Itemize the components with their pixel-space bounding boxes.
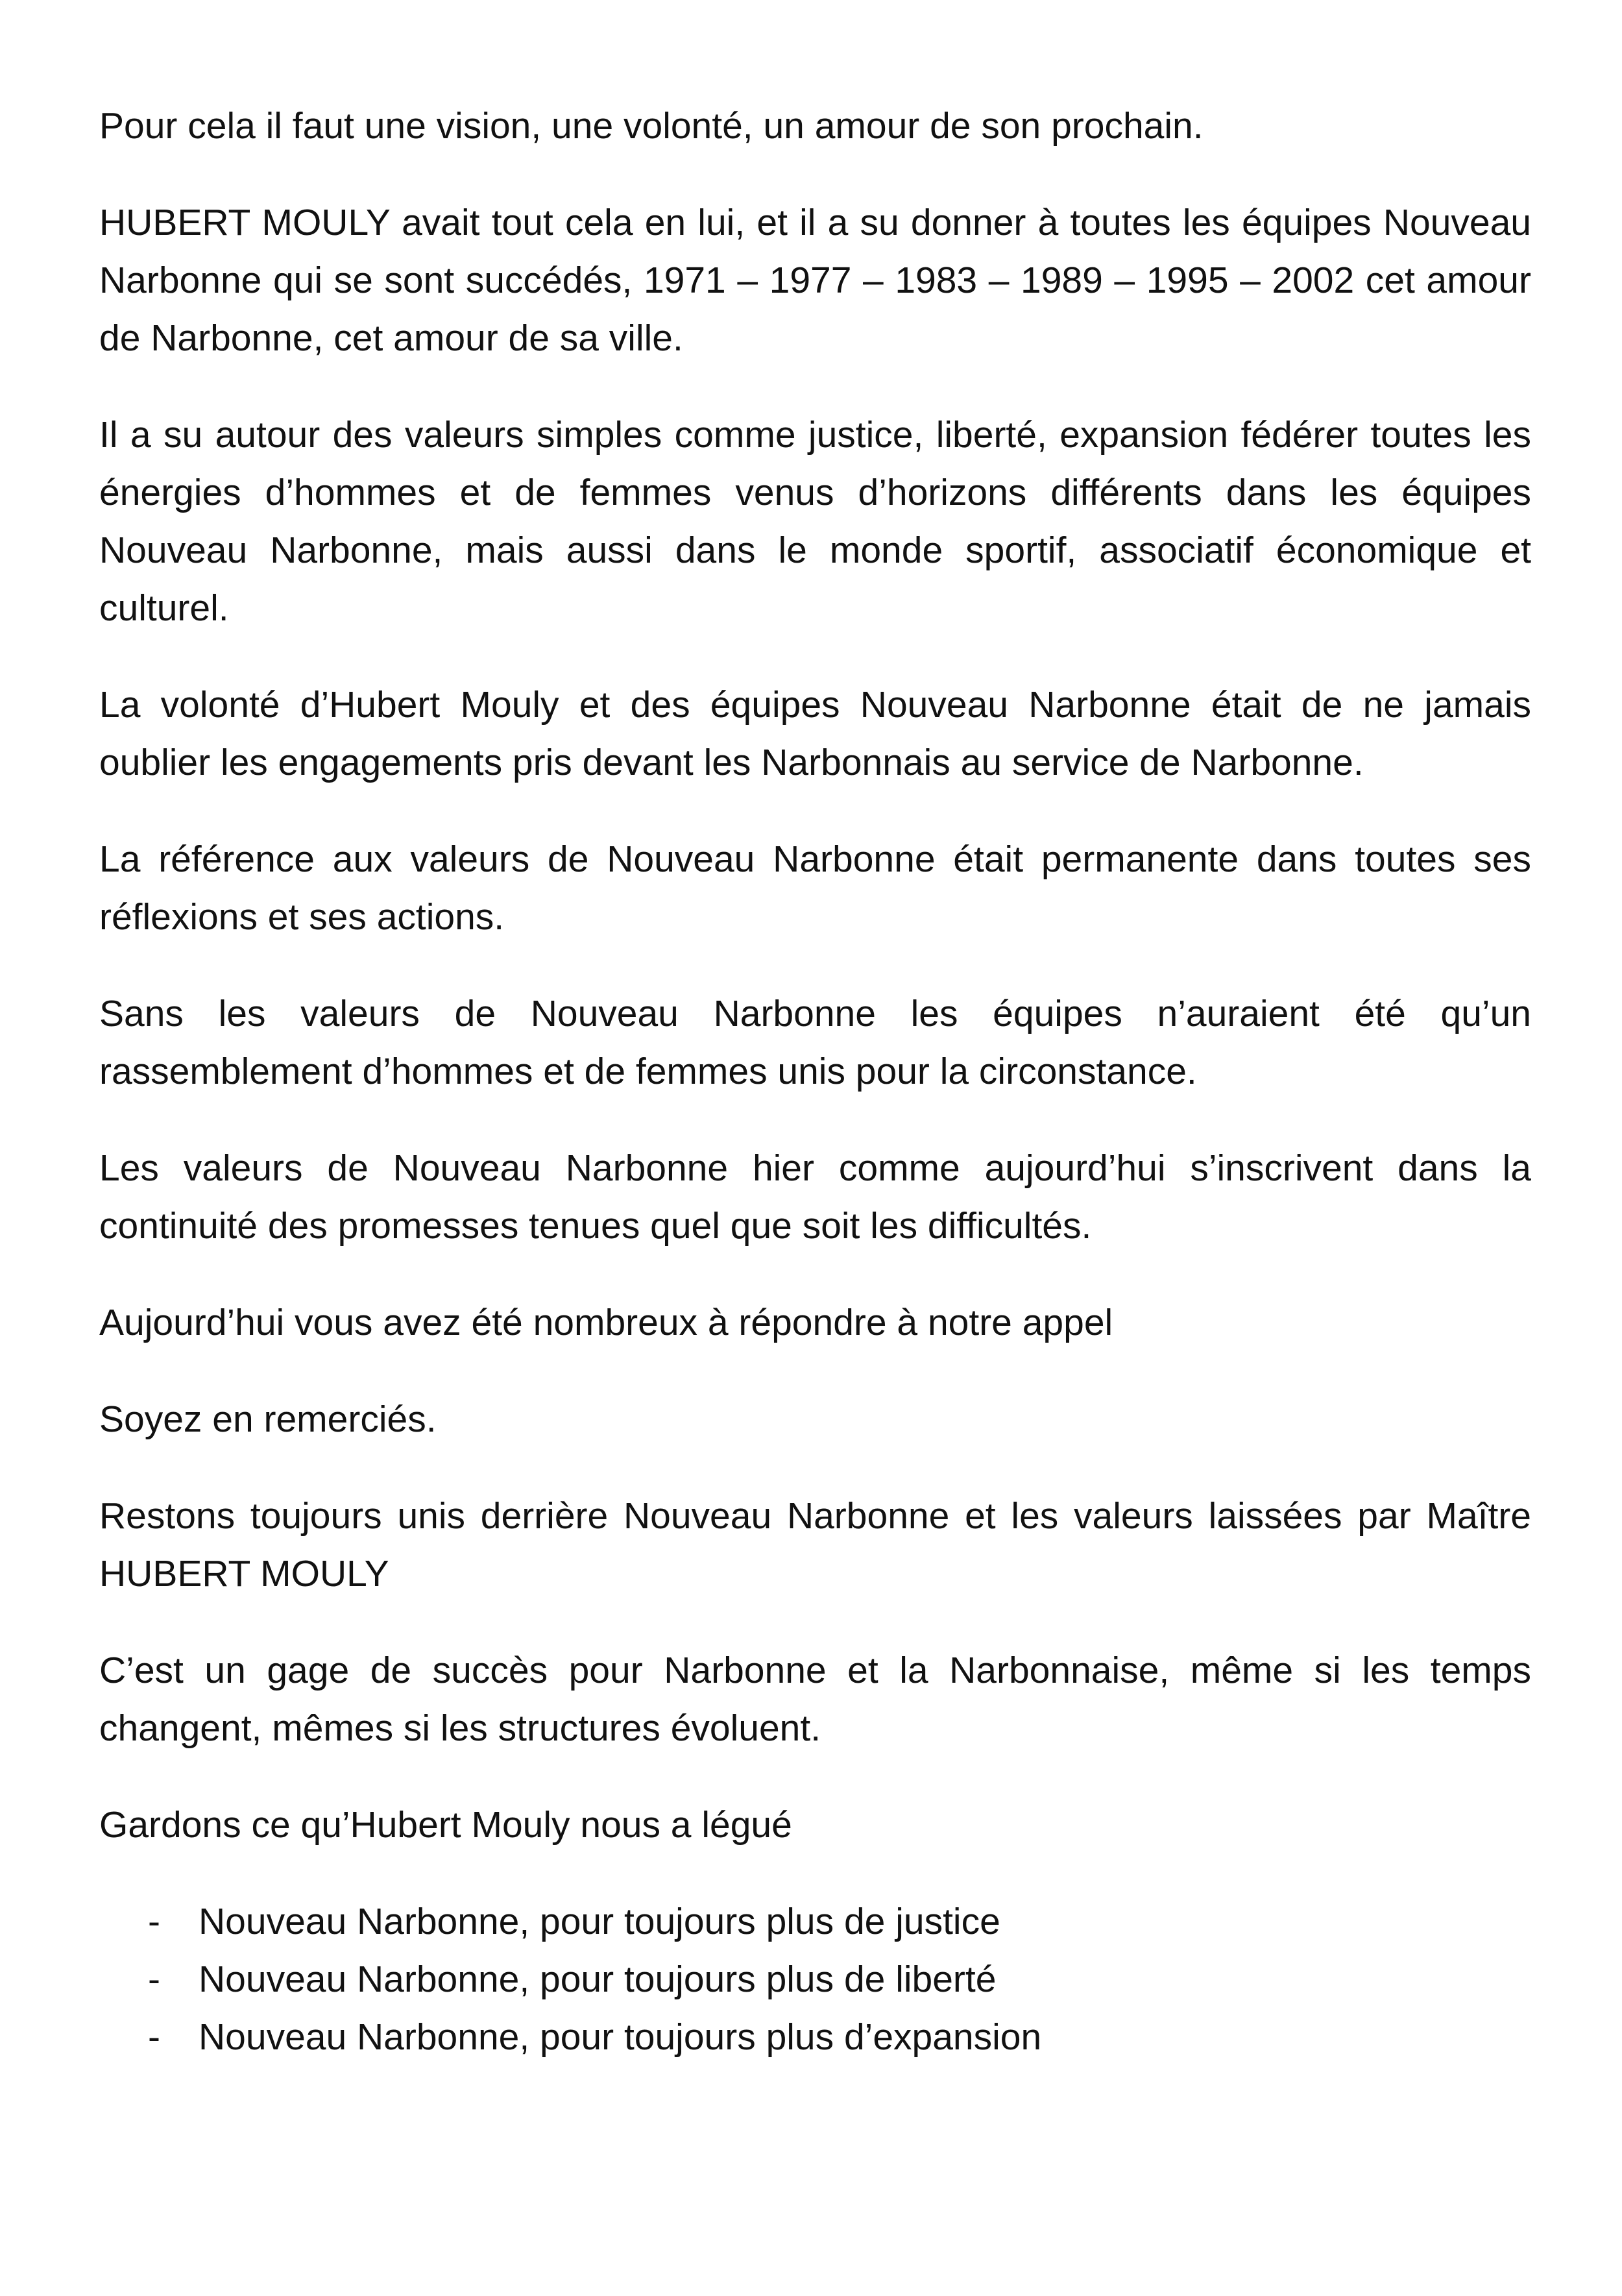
paragraph: Gardons ce qu’Hubert Mouly nous a légué: [99, 1804, 792, 1846]
document-body: [99, 97, 1531, 2066]
paragraph: Soyez en remerciés.: [99, 1398, 437, 1440]
paragraph: Les valeurs de Nouveau Narbonne hier comme aujourd’hui s’inscrivent dans la continuité des promesses tenues quel que soit les difficultés.: [99, 1147, 1531, 1247]
bullet-list: [99, 1893, 1531, 2066]
bullet-marker: -: [148, 1959, 160, 2000]
list-item: [99, 2009, 1531, 2066]
bullet-marker: -: [148, 2016, 160, 2058]
list-item: [99, 1951, 1531, 2009]
paragraph: Il a su autour des valeurs simples comme justice, liberté, expansion fédérer toutes les énergies d’hommes et de femmes venus d’horizons différents dans les équipes Nouveau Narbonne, mais aussi dans le monde sportif, associatif économique et culturel.: [99, 414, 1531, 629]
paragraph: Sans les valeurs de Nouveau Narbonne les équipes n’auraient été qu’un rassemblement d’hommes et de femmes unis pour la circonstance.: [99, 993, 1531, 1092]
paragraph: Aujourd’hui vous avez été nombreux à répondre à notre appel: [99, 1302, 1113, 1343]
paragraph: La référence aux valeurs de Nouveau Narbonne était permanente dans toutes ses réflexions et ses actions.: [99, 838, 1531, 938]
paragraph: C’est un gage de succès pour Narbonne et la Narbonnaise, même si les temps changent, mêmes si les structures évoluent.: [99, 1650, 1531, 1749]
list-item-text: Nouveau Narbonne, pour toujours plus de justice: [199, 1901, 1000, 1942]
paragraph: Pour cela il faut une vision, une volonté, un amour de son prochain.: [99, 105, 1204, 147]
list-item-text: Nouveau Narbonne, pour toujours plus de liberté: [199, 1959, 997, 2000]
paragraph: La volonté d’Hubert Mouly et des équipes Nouveau Narbonne était de ne jamais oublier les engagements pris devant les Narbonnais au service de Narbonne.: [99, 684, 1531, 783]
list-item-text: Nouveau Narbonne, pour toujours plus d’expansion: [199, 2016, 1042, 2058]
paragraph: Restons toujours unis derrière Nouveau Narbonne et les valeurs laissées par Maître HUBERT MOULY: [99, 1495, 1531, 1594]
paragraph: HUBERT MOULY avait tout cela en lui, et il a su donner à toutes les équipes Nouveau Narbonne qui se sont succédés, 1971 – 1977 – 1983 – 1989 – 1995 – 2002 cet amour de Narbonne, cet amour de sa ville.: [99, 202, 1531, 359]
list-item: [99, 1893, 1531, 1951]
bullet-marker: -: [148, 1901, 160, 1942]
